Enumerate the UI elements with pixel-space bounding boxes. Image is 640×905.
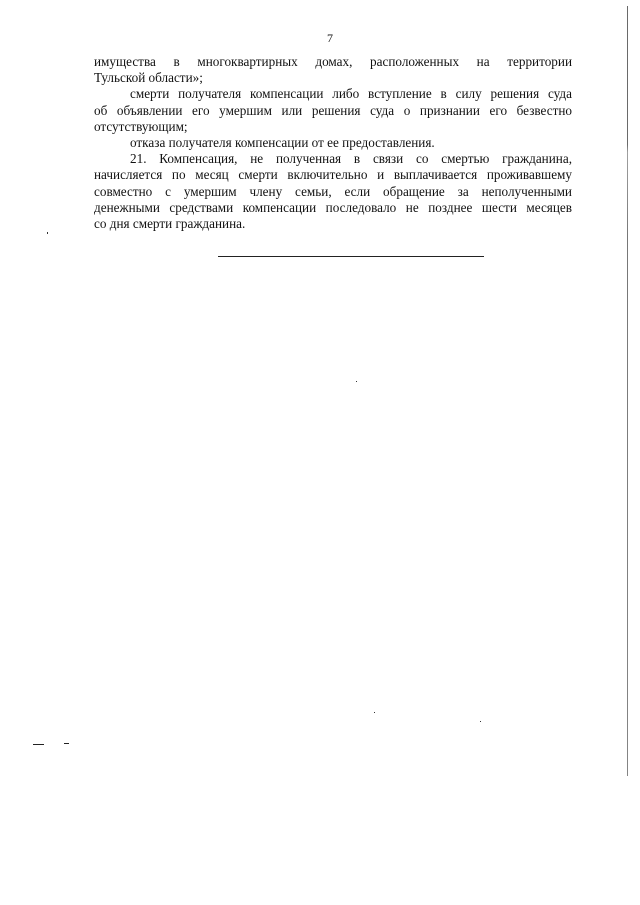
page-number: 7 (327, 31, 333, 45)
paragraph-line: совместно с умершим члену семьи, если обращение за неполученными (94, 183, 572, 199)
paragraph-line: со дня смерти гражданина. (94, 216, 246, 232)
paragraph-line: имущества в многоквартирных домах, расположенных на территории (94, 54, 572, 69)
paragraph-line: смерти получателя компенсации либо вступление в силу решения суда (130, 86, 572, 102)
scan-speck (374, 712, 375, 713)
scan-speck (480, 721, 481, 722)
paragraph-line: об объявлении его умершим или решения суда о признании его безвестно (94, 102, 572, 118)
document-body (94, 54, 572, 232)
paragraph-line: денежными средствами компенсации последовало не позднее шести месяцев (94, 199, 572, 215)
scan-mark (33, 744, 44, 745)
paragraph-line: отказа получателя компенсации от ее предоставления. (130, 135, 435, 151)
end-divider-line (218, 256, 484, 257)
paragraph-line: отсутствующим; (94, 118, 188, 134)
paragraph-line: Тульской области»; (94, 70, 203, 86)
scan-speck (47, 232, 48, 234)
scan-speck (356, 381, 357, 382)
scan-mark (64, 743, 69, 744)
paragraph-line: начисляется по месяц смерти включительно и выплачивается проживавшему (94, 167, 572, 183)
scan-edge-line (627, 6, 628, 776)
paragraph-line: 21. Компенсация, не полученная в связи со смертью гражданина, (130, 151, 572, 167)
